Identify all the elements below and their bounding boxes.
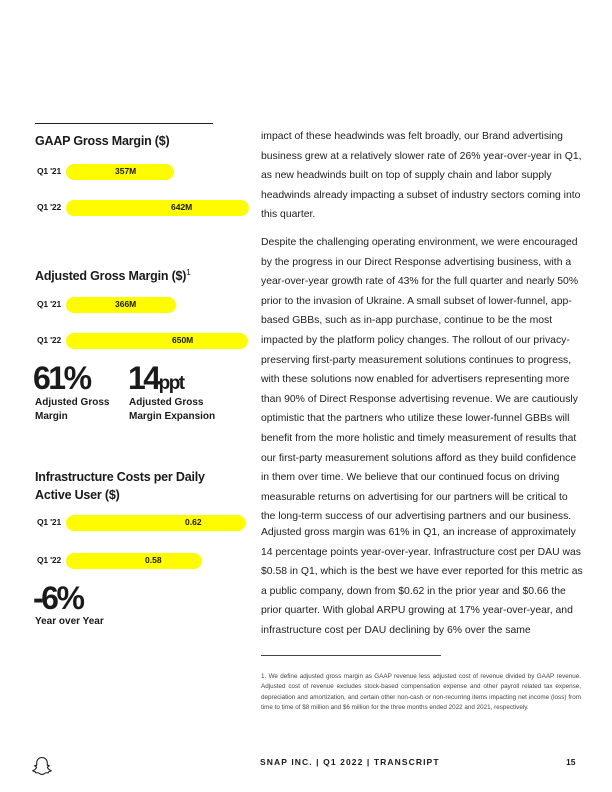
bar-label: Q1 '21 [37, 299, 61, 309]
margin-pct-label-line1: Adjusted Gross [35, 397, 110, 408]
bar-value: 642M [171, 202, 193, 212]
adjusted-margin-title [35, 264, 191, 285]
bar-label: Q1 '22 [37, 555, 61, 565]
expansion-label-line1: Adjusted Gross [129, 397, 204, 408]
gaap-margin-title: GAAP Gross Margin ($) [35, 134, 170, 148]
bar-value: 366M [115, 299, 137, 309]
expansion-label-line2: Margin Expansion [129, 411, 216, 422]
bar-value: 0.62 [185, 517, 202, 527]
footnote-ref: 1 [186, 268, 191, 277]
infra-row-q1-21 [35, 515, 225, 531]
bar-value: 0.58 [145, 555, 162, 565]
infra-bar-q1-21 [66, 515, 246, 531]
margin-pct-stat: 61% [33, 360, 90, 396]
expansion-unit: ppt [158, 373, 184, 394]
margin-pct-label [35, 396, 109, 424]
infra-cost-title [35, 468, 205, 504]
footnote: 1. We define adjusted gross margin as GAAP revenue less adjusted cost of revenue divided by GAAP revenue. Adjusted cost of revenue excludes stock-based compensation expense and other payroll related tax expense, depreciation and amortization, and certain other non-cash or non-recurring items impacting net income (loss) from time to time of $8 million and $6 million for the three months ended 2022 and 2021, respectively. [261, 673, 581, 712]
adjusted-row-q1-22 [35, 333, 225, 349]
body-paragraph-2 [261, 233, 584, 527]
body-paragraph-2-text: Despite the challenging operating environment, we were encouraged by the progress in our Direct Response advertising business, with a year-over-year growth rate of 43% for the full quarter and nearly 50% prior to the invasion of Ukraine. A small subset of lower-funnel, app-based GBBs, such as in-app purchase, continue to be the most impacted by the platform policy changes. The rollout of our privacy-preserving first-party measurement solutions continues to progress, with these solutions now enabled for advertisers representing more than 90% of Direct Response advertising revenue. We are cautiously optimistic that the partners who utilize these lower-funnel GBBs will benefit from the more holistic and timely measurement of results that our first-party measurement solutions afford as they build confidence in them over time. We believe that our continued focus on driving measurable returns on advertising for our partners will be critical to the long-term success of our advertising partners and our business. [261, 237, 579, 523]
body-paragraph-3-text: Adjusted gross margin was 61% in Q1, an increase of approximately 14 percentage points year-over-year. Infrastructure cost per DAU was $0.58 in Q1, which is the best we have ever reported for this metric as a public company, down from $0.62 in the prior year and $0.66 the prior quarter. With global ARPU growing at 17% year-over-year, and infrastructure cost per DAU declining by 6% over the same [261, 527, 583, 636]
gaap-row-q1-21 [35, 164, 225, 180]
bar-value: 650M [172, 335, 194, 345]
page-number: 15 [566, 757, 576, 767]
adjusted-margin-title-text: Adjusted Gross Margin ($) [35, 269, 187, 283]
adjusted-bar-q1-22 [66, 333, 248, 349]
bar-value: 357M [115, 166, 137, 176]
infra-row-q1-22 [35, 553, 225, 569]
expansion-stat [128, 362, 184, 400]
footnote-rule [261, 655, 441, 656]
adjusted-row-q1-21 [35, 297, 225, 313]
infra-title-line2: Active User ($) [35, 488, 120, 502]
expansion-number: 14 [128, 360, 159, 396]
sidebar-top-rule [35, 123, 213, 124]
ghost-icon [32, 756, 52, 776]
body-paragraph-3 [261, 523, 584, 641]
margin-pct-label-line2: Margin [35, 411, 68, 422]
footer-company-text: SNAP INC. | Q1 2022 | TRANSCRIPT [260, 757, 440, 767]
bar-label: Q1 '21 [37, 166, 61, 176]
infra-title-line1: Infrastructure Costs per Daily [35, 470, 205, 484]
body-paragraph-1-text: impact of these headwinds was felt broadly, our Brand advertising business grew at a relatively slower rate of 26% year-over-year in Q1, as new headwinds built on top of supply chain and labor supply headwinds already impacting a subset of industry sectors coming into this quarter. [261, 131, 582, 221]
expansion-label [129, 396, 215, 424]
bar-label: Q1 '21 [37, 517, 61, 527]
bar-label: Q1 '22 [37, 335, 61, 345]
infra-change-stat: -6% [33, 580, 83, 616]
body-paragraph-1 [261, 127, 584, 225]
infra-bar-q1-22 [66, 553, 202, 569]
infra-change-label: Year over Year [35, 616, 104, 627]
gaap-bar-q1-22 [66, 200, 249, 216]
gaap-row-q1-22 [35, 200, 225, 216]
bar-label: Q1 '22 [37, 202, 61, 212]
